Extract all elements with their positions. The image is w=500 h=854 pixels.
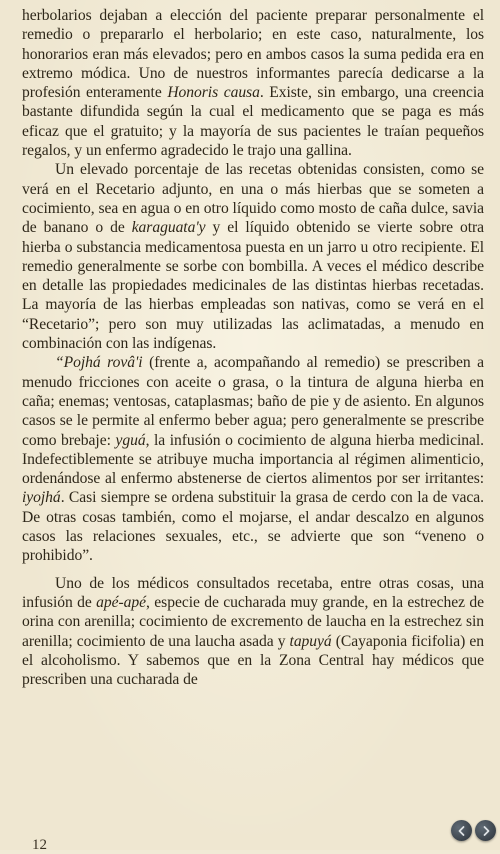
text-run: (Cayaponia ficifolia) en el alcoholismo. Y sabemos que en la Zona Central hay médicos que prescriben una cucharada de [22, 632, 484, 689]
text-run: Uno de los médicos consultados recetaba, entre otras cosas, una infusión de [22, 574, 484, 611]
arrow-left-icon [456, 825, 468, 837]
italic-term: iyojhá [22, 489, 61, 507]
italic-term: “Pojhá rovâ'i [55, 354, 143, 372]
paragraph-3 [22, 353, 484, 565]
page-navigation [451, 820, 496, 841]
paragraph-4 [22, 574, 484, 690]
paragraph-2 [22, 160, 484, 353]
italic-term: Honoris causa [167, 84, 260, 102]
text-run: , especie de cucharada muy grande, en la estrechez de orina con arenilla; cocimiento de excremento de laucha en la estrechez sin arenilla; cocimiento de una laucha asada y [22, 593, 484, 650]
previous-page-button[interactable] [451, 820, 472, 841]
italic-term: apé-apé [96, 593, 147, 611]
italic-term: karaguata'y [131, 219, 206, 237]
next-page-button[interactable] [475, 820, 496, 841]
text-run: . Casi siempre se ordena substituir la grasa de cerdo con la de vaca. De otras cosas también, como el mojarse, el andar descalzo en algunos casos las relaciones sexuales, etc., se advierte que son “veneno o prohibido”. [22, 489, 484, 565]
italic-term: tapuyá [289, 632, 332, 650]
text-run: . Existe, sin embargo, una creencia bastante difundida según la cual el medicamento que se paga es más eficaz que el gratuito; y la mayoría de sus pacientes le traían pequeños regalos, y un enfermo agradecido le trajo una gallina. [22, 84, 484, 160]
arrow-right-icon [480, 825, 492, 837]
text-run: (frente a, acompañando al remedio) se prescriben a menudo fricciones con aceite o grasa, o la tintura de alguna hierba en caña; enemas; ventosas, cataplasmas; baño de pie y de asiento. En algunos casos se le permite al enfermo beber agua; pero generalmente se prescribe como brebaje: [22, 354, 484, 449]
italic-term: yguá [115, 431, 146, 449]
body-text [22, 6, 484, 689]
text-run: , la infusión o cocimiento de alguna hierba medicinal. Indefectiblemente se atribuye mucha importancia al régimen alimenticio, ordenándose al enfermo abstenerse de ciertos alimentos por ser irritantes: [22, 431, 484, 488]
paragraph-1 [22, 6, 484, 160]
text-run: y el líquido obtenido se vierte sobre otra hierba o substancia medicamentosa puesta en un jarro u otro recipiente. El remedio generalmente se sorbe con bombilla. A veces el médico describe en detalle las propiedades medicinales de las distintas hierbas recetadas. La mayoría de las hierbas empleadas son nativas, como se verá en el “Recetario”; pero son muy utilizadas las aclimatadas, a menudo en combinación con las indígenas. [22, 219, 484, 353]
text-run: herbolarios dejaban a elección del paciente preparar personalmente el remedio o prepararlo el herbolario; en este caso, naturalmente, los honorarios eran más elevados; pero en ambos casos la suma pedida era en extremo módica. Uno de nuestros informantes parecía dedicarse a la profesión enteramente [22, 7, 484, 102]
page-number: 12 [32, 837, 47, 853]
text-run: Un elevado porcentaje de las recetas obtenidas consisten, como se verá en el Recetario adjunto, en una o más hierbas que se someten a cocimiento, sea en agua o en otro líquido como mosto de caña dulce, savia de banano o de [22, 161, 484, 237]
